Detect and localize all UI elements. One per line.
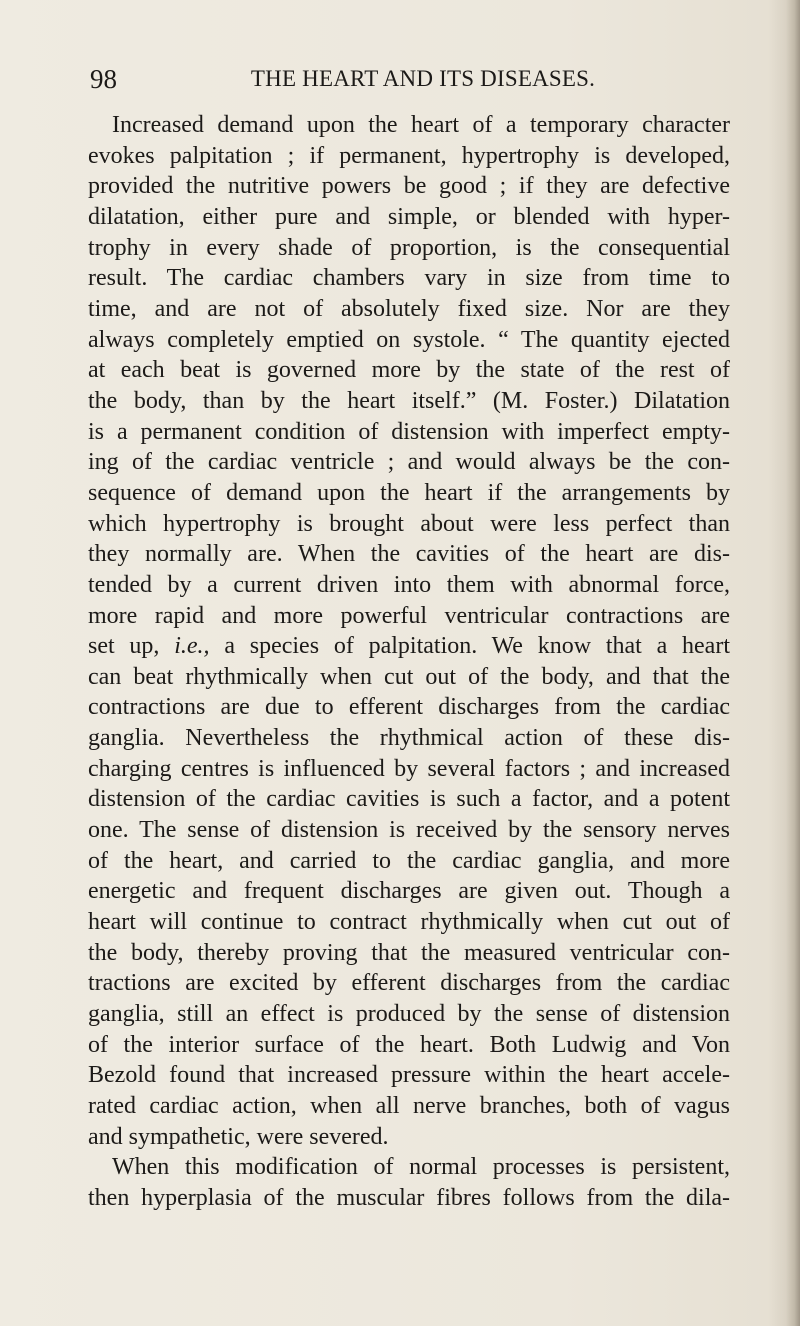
text-line: always completely emptied on systole. “ The quantity ejected — [88, 326, 730, 353]
text-line: set up, i.e., a species of palpitation. We know that a heart — [88, 633, 730, 660]
text-line: then hyperplasia of the muscular fibres follows from the dila- — [88, 1184, 730, 1211]
text-line: distension of the cardiac cavities is such a factor, and a potent — [88, 786, 730, 813]
text-line: time, and are not of absolutely fixed size. Nor are they — [88, 295, 730, 322]
text-line: ing of the cardiac ventricle ; and would always be the con- — [88, 449, 730, 476]
text-line: ganglia. Nevertheless the rhythmical action of these dis- — [88, 725, 730, 752]
page-edge-shadow — [786, 0, 800, 1326]
text-line: one. The sense of distension is received by the sensory nerves — [88, 817, 730, 844]
text-line: When this modification of normal processes is persistent, — [112, 1154, 730, 1181]
text-line: rated cardiac action, when all nerve branches, both of vagus — [88, 1093, 730, 1119]
page-header — [90, 62, 730, 96]
running-title: THE HEART AND ITS DISEASES. — [250, 66, 596, 91]
text-line: provided the nutritive powers be good ; if they are defective — [88, 173, 730, 200]
text-line: energetic and frequent discharges are given out. Though a — [88, 878, 730, 905]
text-line: and sympathetic, were severed. — [88, 1123, 389, 1150]
text-line: Bezold found that increased pressure within the heart accele- — [88, 1062, 730, 1089]
text-line: trophy in every shade of proportion, is the consequential — [88, 234, 730, 261]
text-line: is a permanent condition of distension with imperfect empty- — [88, 418, 730, 445]
text-line: evokes palpitation ; if permanent, hypertrophy is developed, — [88, 142, 730, 169]
text-line: dilatation, either pure and simple, or blended with hyper- — [88, 203, 730, 230]
text-line: ganglia, still an effect is produced by the sense of distension — [88, 1001, 730, 1028]
text-line: they normally are. When the cavities of the heart are dis- — [88, 541, 730, 568]
text-line: sequence of demand upon the heart if the arrangements by — [88, 479, 730, 506]
text-line: more rapid and more powerful ventricular contractions are — [88, 602, 730, 629]
text-line: the body, than by the heart itself.” (M. Foster.) Dilatation — [88, 387, 730, 414]
text-line: tractions are excited by efferent discharges from the cardiac — [88, 970, 730, 997]
paragraph-2 — [88, 1152, 730, 1213]
text-line: of the interior surface of the heart. Both Ludwig and Von — [88, 1031, 730, 1058]
text-line: Increased demand upon the heart of a temporary character — [112, 112, 730, 138]
body-text — [88, 110, 730, 1214]
text-line: which hypertrophy is brought about were less perfect than — [88, 510, 730, 537]
text-line: result. The cardiac chambers vary in size from time to — [88, 265, 730, 292]
page-number: 98 — [90, 64, 117, 94]
paragraph-1 — [88, 110, 730, 1152]
text-line: contractions are due to efferent discharges from the cardiac — [88, 694, 730, 721]
text-line: charging centres is influenced by several factors ; and increased — [88, 755, 730, 782]
text-line: tended by a current driven into them with abnormal force, — [88, 571, 730, 598]
text-line: heart will continue to contract rhythmically when cut out of — [88, 909, 730, 936]
text-line: can beat rhythmically when cut out of the body, and that the — [88, 663, 730, 690]
text-line: at each beat is governed more by the state of the rest of — [88, 357, 730, 384]
text-line: the body, thereby proving that the measured ventricular con- — [88, 939, 730, 966]
text-line: of the heart, and carried to the cardiac ganglia, and more — [88, 847, 730, 874]
